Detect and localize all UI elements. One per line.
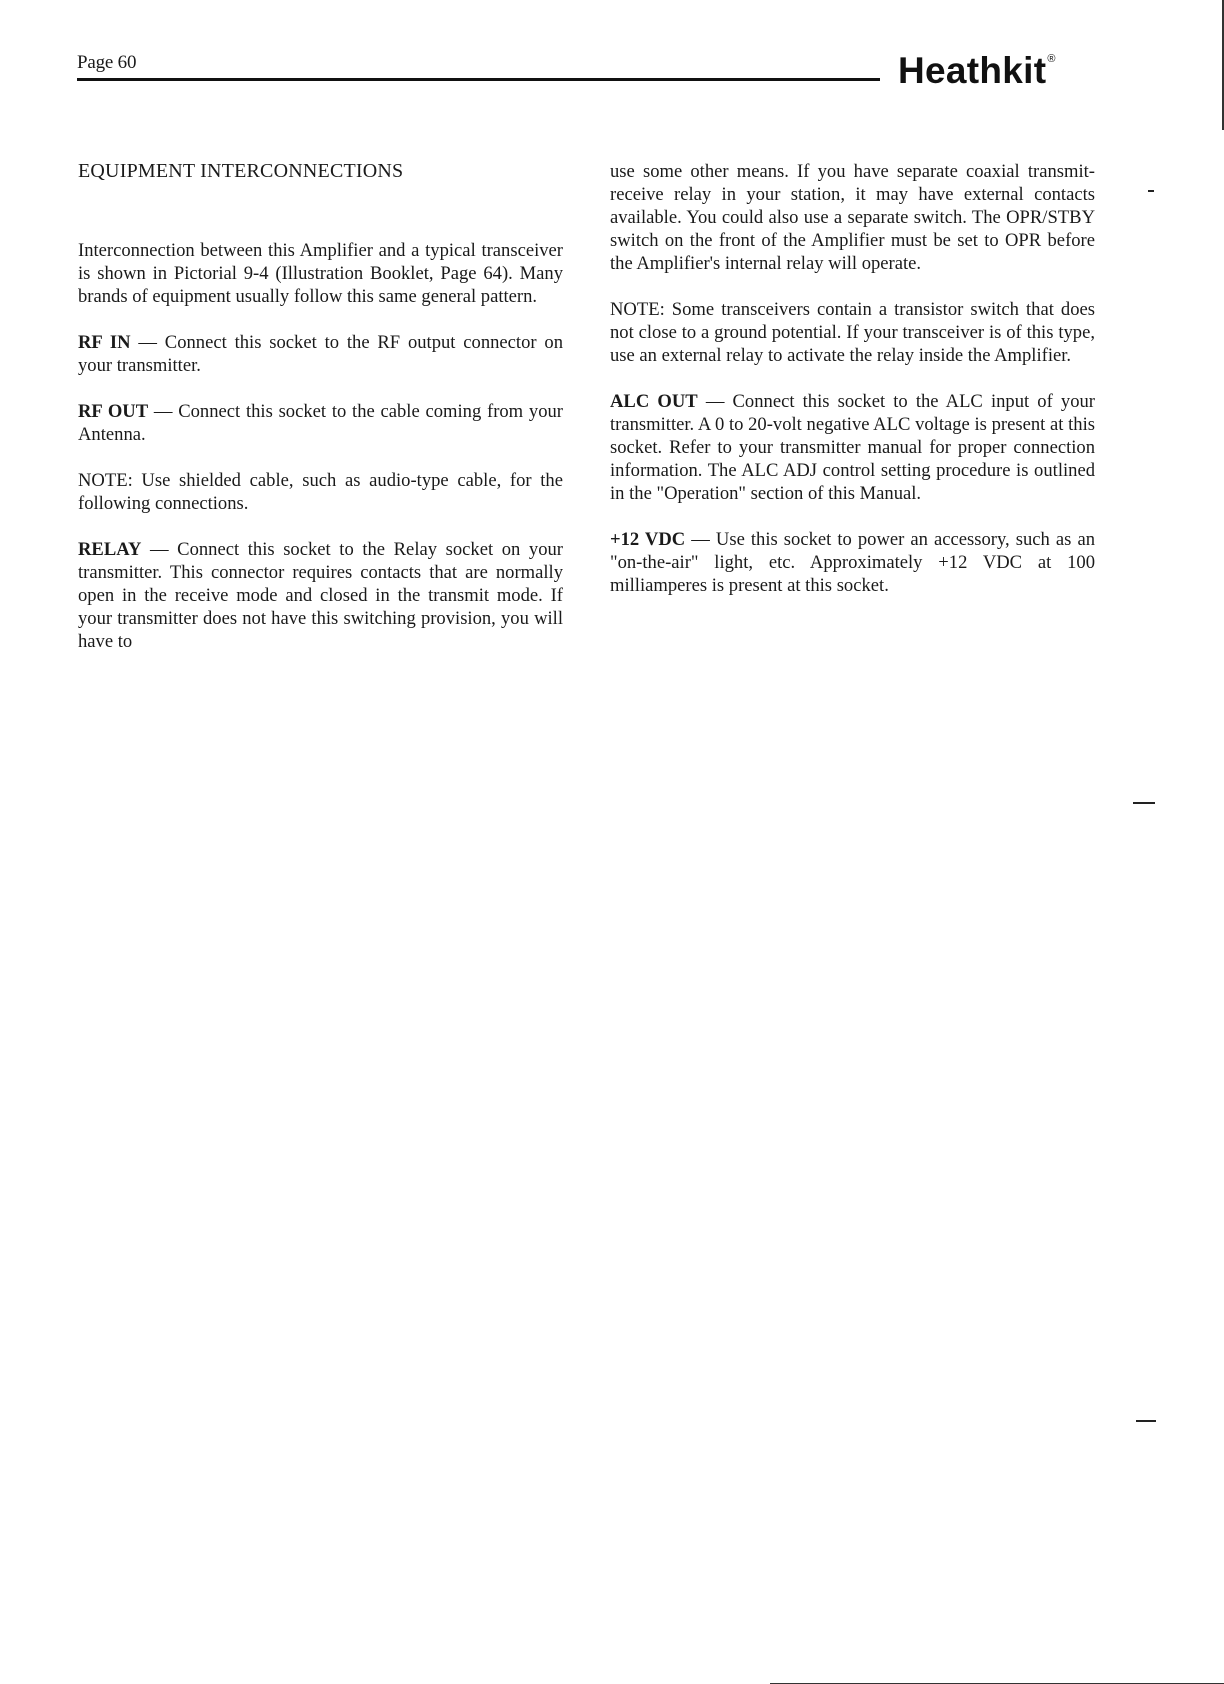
alc-out-paragraph [610, 390, 1095, 505]
paragraph-text: — Connect this socket to the ALC input of your transmitter. A 0 to 20-volt negative ALC voltage is present at this socket. Refer to your transmitter manual for proper connection information. The ALC ADJ control setting procedure is outlined in the "Operation" section of this Manual. [610, 391, 1096, 504]
intro-paragraph [78, 239, 563, 308]
scan-mark [1136, 1420, 1156, 1422]
rf-in-paragraph [78, 331, 563, 377]
left-column [78, 160, 563, 676]
paragraph-text: use some other means. If you have separate coaxial transmit-receive relay in your station, it may have external contacts available. You could also use a separate switch. The OPR/STBY switch on the front of the Amplifier must be set to OPR before the Amplifier's internal relay will operate. [610, 161, 1095, 274]
paragraph-text: — Use this socket to power an accessory, such as an "on-the-air" light, etc. Approximately +12 VDC at 100 milliamperes is present at this socket. [610, 529, 1095, 596]
paragraph-lead: RF OUT [78, 401, 149, 422]
header-rule [77, 78, 880, 81]
relay-continued-paragraph [610, 160, 1095, 275]
paragraph-text: — Connect this socket to the Relay socket on your transmitter. This connector requires contacts that are normally open in the receive mode and closed in the transmit mode. If your transmitter does not have this switching provision, you will have to [78, 539, 563, 652]
registered-mark: ® [1047, 53, 1056, 65]
transistor-switch-note [610, 298, 1095, 367]
paragraph-lead: ALC OUT [610, 391, 698, 412]
relay-paragraph [78, 538, 563, 653]
paragraph-text: NOTE: Some transceivers contain a transistor switch that does not close to a ground potential. If your transceiver is of this type, use an external relay to activate the relay inside the Amplifier. [610, 299, 1095, 366]
paragraph-text: — Connect this socket to the cable coming from your Antenna. [78, 401, 563, 445]
paragraph-lead: RF IN [78, 332, 131, 353]
page-number: Page 60 [77, 52, 137, 73]
section-heading: EQUIPMENT INTERCONNECTIONS [78, 160, 404, 182]
rf-out-paragraph [78, 400, 563, 446]
paragraph-text: Interconnection between this Amplifier and a typical transceiver is shown in Pictorial 9-4 (Illustration Booklet, Page 64). Many brands of equipment usually follow this same general pattern. [78, 240, 563, 307]
brand-logo [898, 52, 1056, 89]
shielded-cable-note [78, 469, 563, 515]
scan-mark [1133, 802, 1155, 804]
brand-name: Heathkit [898, 50, 1047, 91]
paragraph-lead: RELAY [78, 539, 142, 560]
right-column [610, 160, 1095, 620]
paragraph-text: — Connect this socket to the RF output connector on your transmitter. [78, 332, 563, 376]
vdc-paragraph [610, 528, 1095, 597]
scan-mark [1148, 190, 1154, 192]
paragraph-text: NOTE: Use shielded cable, such as audio-type cable, for the following connections. [78, 470, 563, 514]
paragraph-lead: +12 VDC [610, 529, 686, 550]
